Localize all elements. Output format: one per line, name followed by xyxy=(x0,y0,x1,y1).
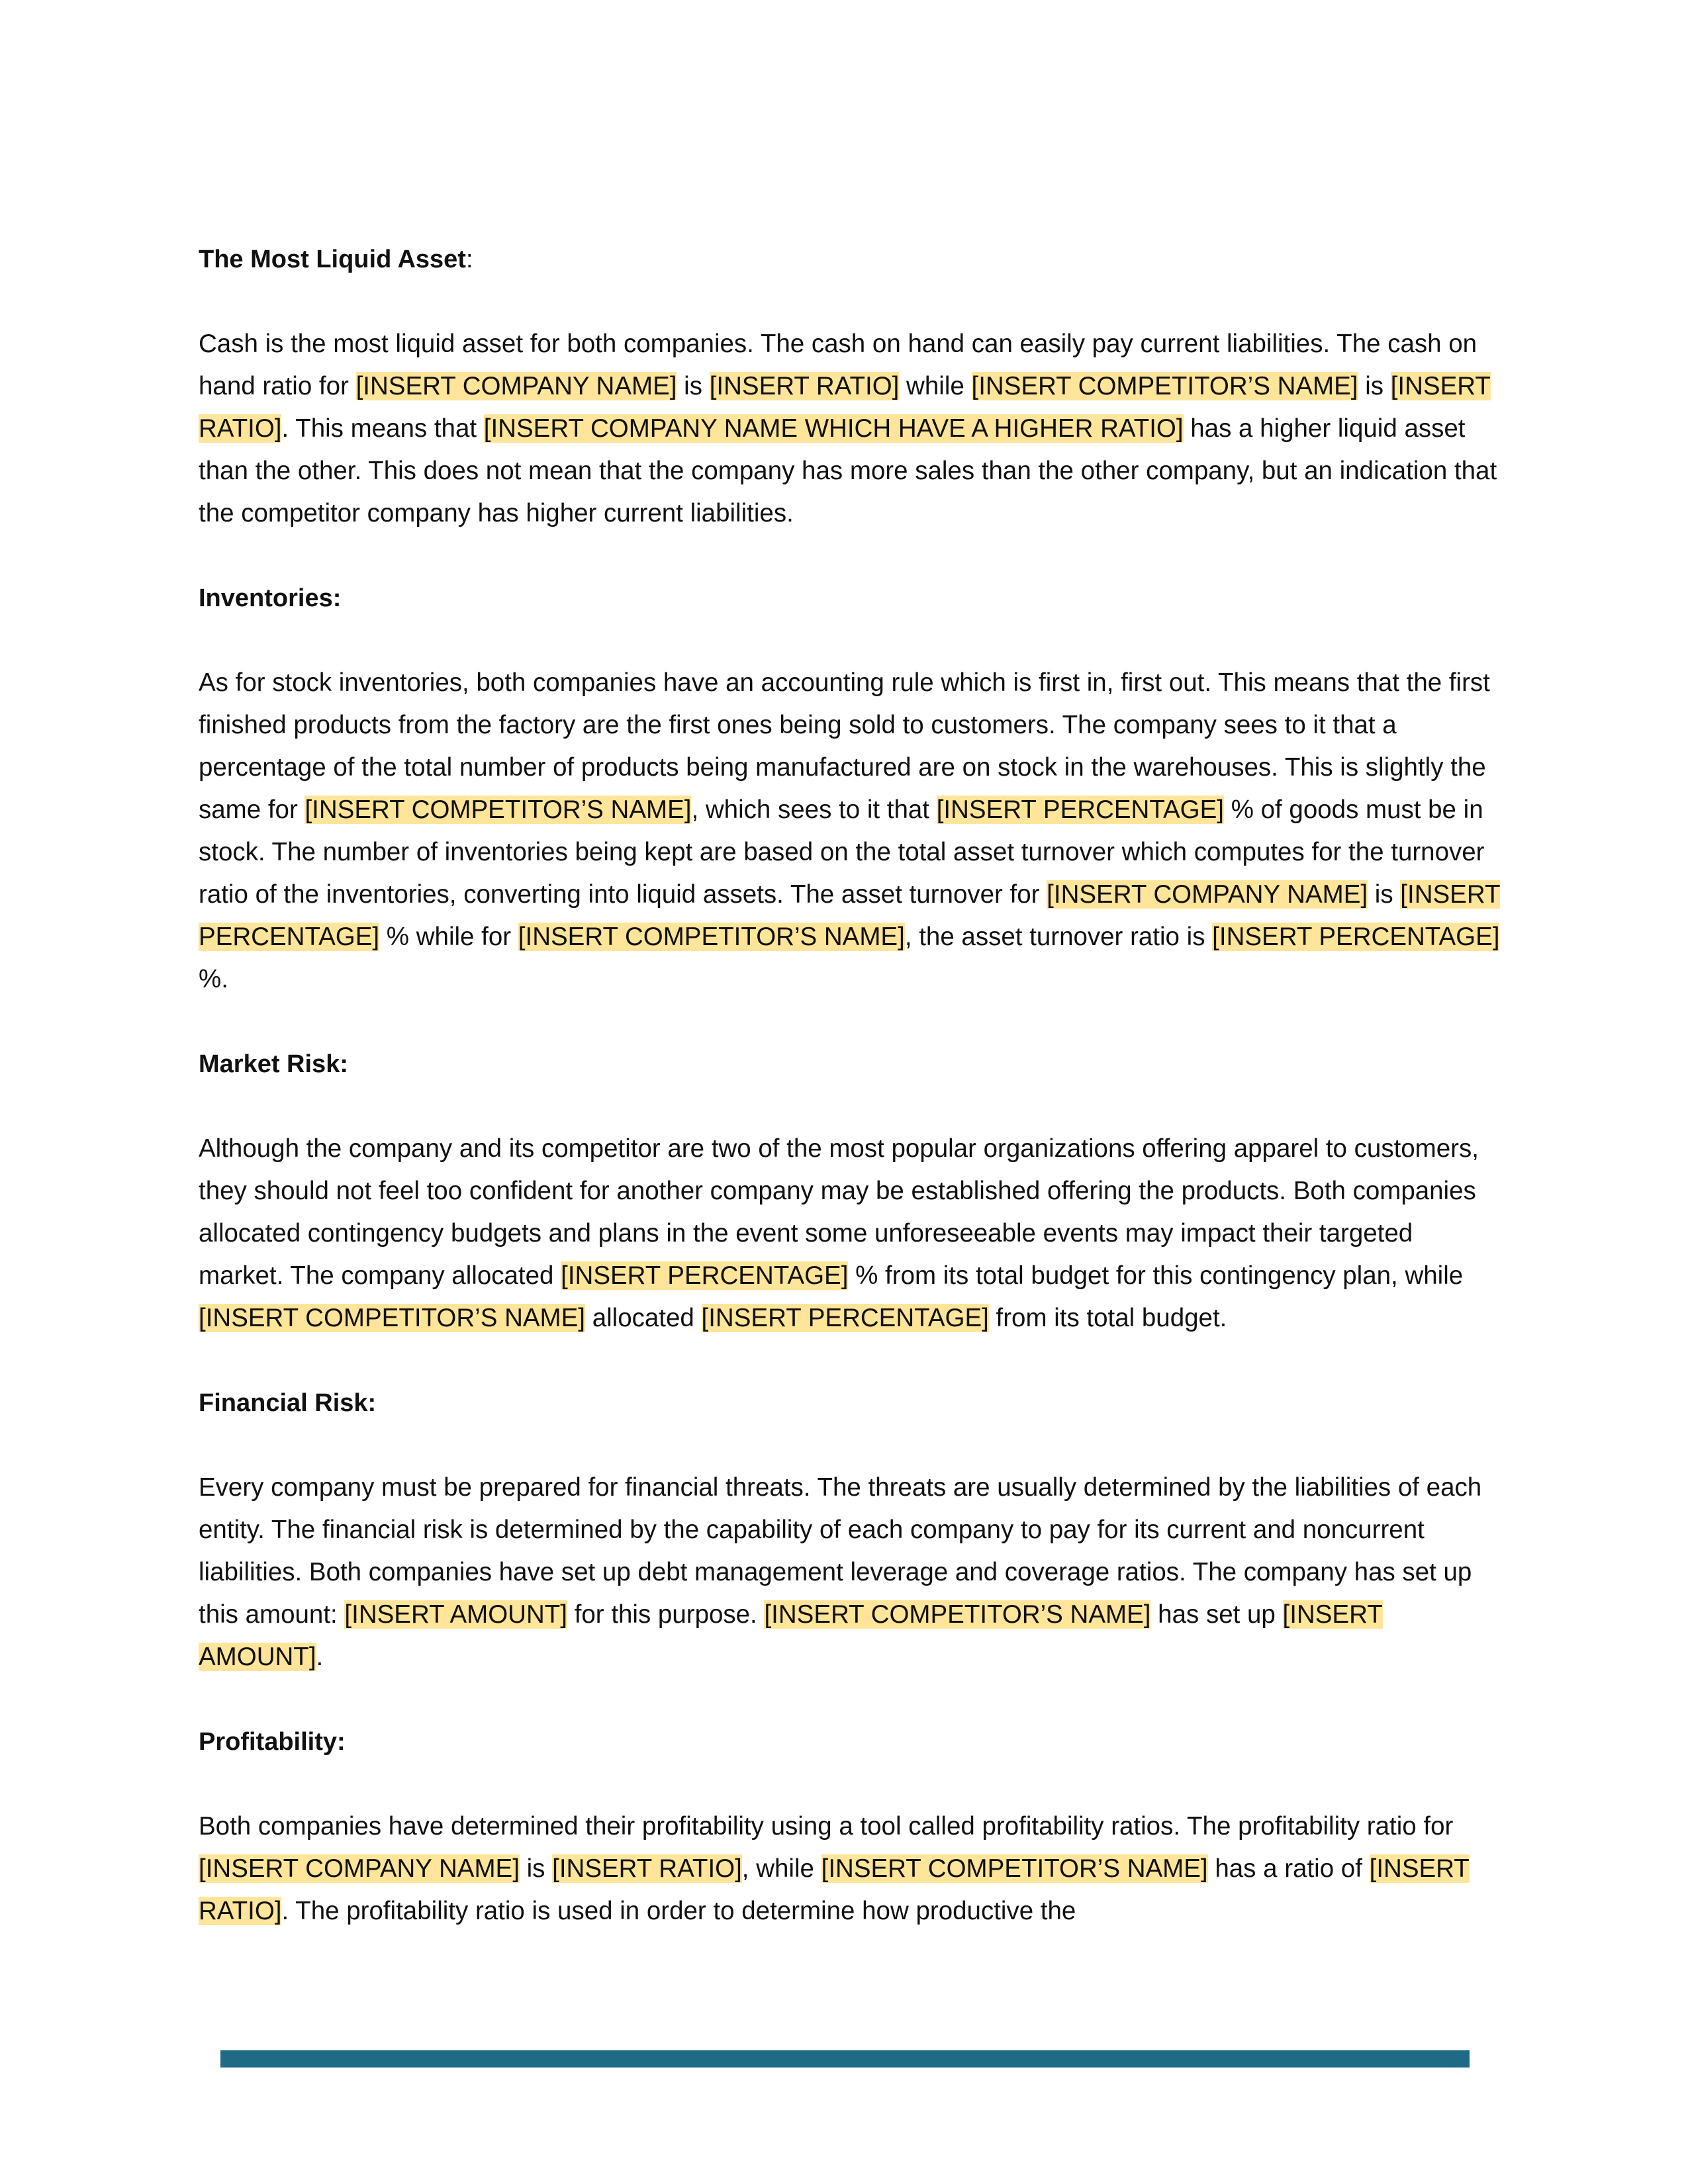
section-heading-profitability: Profitability: xyxy=(199,1728,346,1756)
footer-accent-bar xyxy=(220,2050,1470,2068)
paragraph-profitability xyxy=(199,1805,1503,1933)
body-text: % from its total budget for this contingency plan, while xyxy=(848,1261,1464,1290)
body-text: Although the company and its competitor are two of the most popular organizations offering apparel to customers, they should not feel too confident for another company may be established offering the products. Both companies allocated contingency budgets and plans in the event some unforeseeable events may impact their targeted market. The company allocated xyxy=(199,1134,1479,1290)
paragraph-liquid-asset xyxy=(199,323,1503,535)
placeholder-competitor-name: [INSERT COMPETITOR’S NAME] xyxy=(199,1304,586,1332)
placeholder-amount: [INSERT AMOUNT] xyxy=(199,1600,1383,1671)
placeholder-company-name: [INSERT COMPANY NAME] xyxy=(199,1854,520,1883)
body-text: Both companies have determined their profitability using a tool called profitability ratios. The profitability ratio for xyxy=(199,1812,1454,1841)
body-text: allocated xyxy=(585,1304,702,1332)
paragraph-inventories xyxy=(199,662,1503,1001)
body-text: has set up xyxy=(1150,1600,1283,1629)
section-heading-inventories: Inventories: xyxy=(199,584,342,612)
placeholder-amount: [INSERT AMOUNT] xyxy=(344,1600,567,1629)
placeholder-ratio: [INSERT RATIO] xyxy=(552,1854,742,1883)
placeholder-competitor-name: [INSERT COMPETITOR’S NAME] xyxy=(518,923,905,951)
body-text: is xyxy=(1368,880,1401,909)
body-text: is xyxy=(1358,372,1391,400)
placeholder-percentage: [INSERT PERCENTAGE] xyxy=(561,1261,849,1290)
body-text: has a ratio of xyxy=(1207,1854,1370,1883)
section-heading-financial-risk: Financial Risk: xyxy=(199,1389,377,1417)
body-text: . This means that xyxy=(281,414,484,443)
placeholder-ratio: [INSERT RATIO] xyxy=(709,372,900,400)
body-text: Cash is the most liquid asset for both companies. The cash on hand can easily pay current liabilities. The cash on hand ratio for xyxy=(199,330,1477,400)
placeholder-competitor-name: [INSERT COMPETITOR’S NAME] xyxy=(971,372,1358,400)
body-text: % of goods must be in stock. The number of inventories being kept are based on the total asset turnover which computes for the turnover ratio of the inventories, converting into liquid assets. The asset turnover for xyxy=(199,796,1485,909)
body-text: % while for xyxy=(379,923,518,951)
body-text: has a higher liquid asset than the other. This does not mean that the company has more sales than the other company, but an indication that the competitor company has higher current liabilities. xyxy=(199,414,1497,527)
placeholder-company-name: [INSERT COMPANY NAME] xyxy=(355,372,677,400)
placeholder-competitor-name: [INSERT COMPETITOR’S NAME] xyxy=(764,1600,1151,1629)
body-text: Every company must be prepared for financial threats. The threats are usually determined by the liabilities of each entity. The financial risk is determined by the capability of each company to pay for its current and noncurrent liabilities. Both companies have set up debt management leverage and coverage ratios. The company has set up this amount: xyxy=(199,1473,1482,1629)
placeholder-higher-ratio-company: [INSERT COMPANY NAME WHICH HAVE A HIGHER RATIO] xyxy=(483,414,1184,443)
body-text: while xyxy=(899,372,972,400)
placeholder-company-name: [INSERT COMPANY NAME] xyxy=(1047,880,1368,909)
body-text: . The profitability ratio is used in order to determine how productive the xyxy=(281,1897,1076,1925)
document-body xyxy=(199,238,1503,1975)
placeholder-percentage: [INSERT PERCENTAGE] xyxy=(701,1304,989,1332)
heading-colon: : xyxy=(465,246,473,273)
paragraph-market-risk xyxy=(199,1128,1503,1340)
body-text: , while xyxy=(741,1854,821,1883)
body-text: %. xyxy=(199,965,228,993)
body-text: As for stock inventories, both companies have an accounting rule which is first in, first out. This means that the first finished products from the factory are the first ones being sold to customers. The company sees to it that a percentage of the total number of products being manufactured are on stock in the warehouses. This is slightly the same for xyxy=(199,668,1490,824)
body-text: , which sees to it that xyxy=(691,796,937,824)
placeholder-competitor-name: [INSERT COMPETITOR’S NAME] xyxy=(305,796,692,824)
paragraph-financial-risk xyxy=(199,1467,1503,1678)
placeholder-competitor-name: [INSERT COMPETITOR’S NAME] xyxy=(821,1854,1208,1883)
placeholder-percentage: [INSERT PERCENTAGE] xyxy=(199,880,1501,951)
placeholder-percentage: [INSERT PERCENTAGE] xyxy=(936,796,1224,824)
placeholder-ratio: [INSERT RATIO] xyxy=(199,372,1491,443)
placeholder-ratio: [INSERT RATIO] xyxy=(199,1854,1470,1925)
body-text: is xyxy=(677,372,710,400)
section-heading-liquid-asset xyxy=(199,238,1503,281)
body-text: from its total budget. xyxy=(988,1304,1227,1332)
body-text: , the asset turnover ratio is xyxy=(904,923,1213,951)
placeholder-percentage: [INSERT PERCENTAGE] xyxy=(1212,923,1500,951)
heading-text: The Most Liquid Asset xyxy=(199,246,466,273)
body-text: for this purpose. xyxy=(567,1600,765,1629)
body-text: . xyxy=(316,1643,324,1671)
body-text: is xyxy=(519,1854,553,1883)
section-heading-market-risk: Market Risk: xyxy=(199,1050,348,1078)
